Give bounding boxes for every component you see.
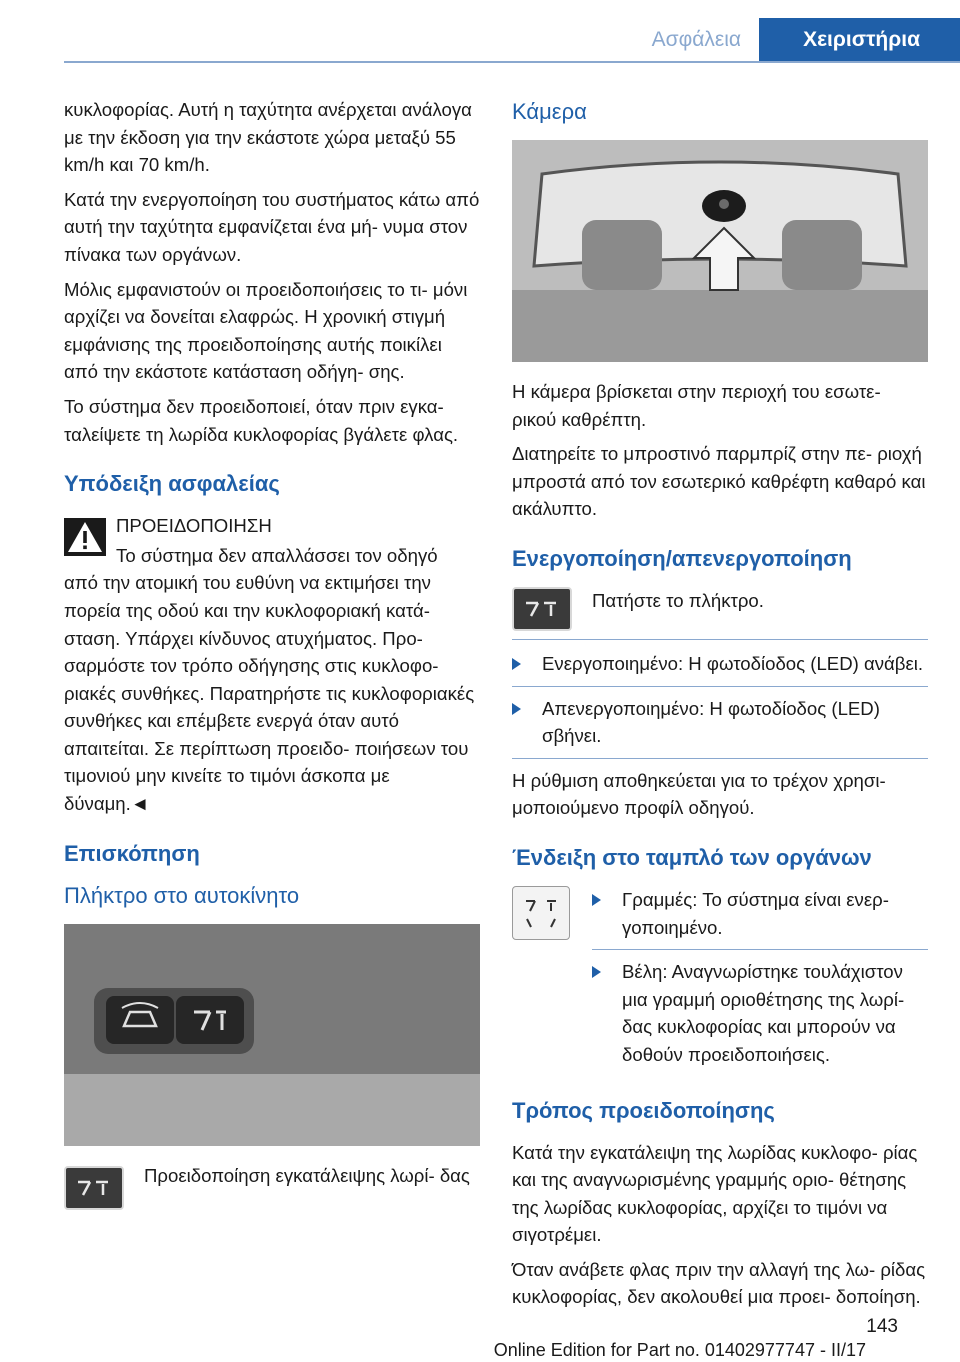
display-indicator-row xyxy=(512,886,928,1075)
bullet-triangle-icon xyxy=(592,966,601,978)
press-button-row xyxy=(512,587,928,631)
paragraph: Διατηρείτε το μπροστινό παρμπρίζ στην πε‐ ριοχή μπροστά από τον εσωτερικό καθρέφτη καθαρό και ακάλυπτο. xyxy=(512,443,926,520)
edition-footer: Online Edition for Part no. 01402977747 - II/17 xyxy=(493,1340,866,1360)
display-list xyxy=(592,886,928,1069)
warning-lead: Το σύστημα δεν απαλλάσσει τον οδηγό xyxy=(116,544,438,566)
onoff-heading: Ενεργοποίηση/απενεργοποίηση xyxy=(512,545,852,571)
bullet-triangle-icon xyxy=(592,894,601,906)
overview-heading: Επισκόπηση xyxy=(64,840,200,866)
bullet-triangle-icon xyxy=(512,658,521,670)
display-heading: Ένδειξη στο ταμπλό των οργάνων xyxy=(512,844,872,870)
bullet-triangle-icon xyxy=(512,703,521,715)
press-button-text: Πατήστε το πλήκτρο. xyxy=(592,589,764,611)
warning-body: από την ατομική του ευθύνη να εκτιμήσει την πορεία της οδού και την κυκλοφοριακή κατά‐ σταση. Υπάρχει κίνδυνος ατυχήματος. Προ‐ σαρμόστε τον τρόπο οδήγησης στις κυκλοφο‐ ριακές συνθήκες. Παρατηρήστε τις κυκλοφοριακές συνθήκες και επέμβετε ενεργά όταν αυτό απαιτείται. Σε περίπτωση προειδο‐ ποιήσεων του τιμονιού μην κινείτε το τιμόνι άσκοπα με δύναμη.◄ xyxy=(64,572,475,815)
warning-block xyxy=(64,512,480,818)
paragraph: Κατά την εγκατάλειψη της λωρίδας κυκλοφο‐ ρίας και της αναγνωρισμένης γραμμής οριο‐ θέτησης της λωρίδας κυκλοφορίας, αρχίζει το τιμόνι να σιγοτρέμει. xyxy=(512,1141,918,1246)
list-item: Ενεργοποιημένο: Η φωτοδίοδος (LED) ανάβει. xyxy=(512,650,928,687)
paragraph: Όταν ανάβετε φλας πριν την αλλαγή της λω‐ ρίδας κυκλοφορίας, δεν ακολουθεί μια προει‐ δοποίηση. xyxy=(512,1258,926,1308)
lane-departure-button-icon xyxy=(64,1166,124,1210)
warning-text xyxy=(64,542,480,818)
camera-heading: Κάμερα xyxy=(512,99,587,124)
paragraph: κυκλοφορίας. Αυτή η ταχύτητα ανέρχεται ανάλογα με την έκδοση για την εκάστοτε χώρα μεταξύ 55 km/h και 70 km/h. xyxy=(64,99,472,176)
left-column xyxy=(64,96,480,1220)
list-item: Γραμμές: Το σύστημα είναι ενερ‐ γοποιημένο. xyxy=(592,886,928,950)
dashboard-buttons-photo xyxy=(64,924,480,1146)
page-number: 143 xyxy=(866,1316,898,1337)
button-heading: Πλήκτρο στο αυτοκίνητο xyxy=(64,882,300,908)
paragraph: Το σύστημα δεν προειδοποιεί, όταν πριν εγκα‐ ταλείψετε τη λωρίδα κυκλοφορίας βγάλετε φλας. xyxy=(64,395,459,445)
list-item: Απενεργοποιημένο: Η φωτοδίοδος (LED) σβήνει. xyxy=(512,695,928,759)
warning-triangle-icon xyxy=(64,518,106,556)
warning-title: ΠΡΟΕΙΔΟΠΟΙΗΣΗ xyxy=(116,515,272,537)
paragraph: Μόλις εμφανιστούν οι προειδοποιήσεις το τι‐ μόνι αρχίζει να δονείται ελαφρώς. Η χρονική στιγμή εμφάνισης της προειδοποίησης αυτής ποικίλει από την εκάστοτε κατάσταση οδήγη‐ σης. xyxy=(64,278,468,383)
paragraph: Η ρύθμιση αποθηκεύεται για το τρέχον χρησι‐ μοποιούμενο προφίλ οδηγού. xyxy=(512,769,886,819)
right-column xyxy=(512,96,928,1318)
warning-type-heading: Τρόπος προειδοποίησης xyxy=(512,1097,775,1123)
header-section: Ασφάλεια xyxy=(651,28,742,51)
button-caption: Προειδοποίηση εγκατάλειψης λωρί‐ δας xyxy=(144,1164,470,1186)
lane-departure-button-icon xyxy=(512,587,572,631)
safety-heading: Υπόδειξη ασφαλείας xyxy=(64,471,280,497)
page-header xyxy=(634,18,960,62)
header-chapter: Χειριστήρια xyxy=(759,18,960,62)
onoff-list xyxy=(512,639,928,759)
list-item: Βέλη: Αναγνωρίστηκε τουλάχιστον μια γραμμή οριοθέτησης της λωρί‐ δας κυκλοφορίας και μπορούν να δοθούν προειδοποιήσεις. xyxy=(592,958,928,1068)
lane-departure-row xyxy=(64,1162,480,1210)
paragraph: Κατά την ενεργοποίηση του συστήματος κάτω από αυτή την ταχύτητα εμφανίζεται ένα μή‐ νυμα στον πίνακα των οργάνων. xyxy=(64,188,480,265)
header-rule xyxy=(64,61,960,63)
lane-lines-indicator-icon xyxy=(512,886,570,940)
paragraph: Η κάμερα βρίσκεται στην περιοχή του εσωτε‐ ρικού καθρέπτη. xyxy=(512,381,881,430)
windshield-camera-photo xyxy=(512,140,928,362)
